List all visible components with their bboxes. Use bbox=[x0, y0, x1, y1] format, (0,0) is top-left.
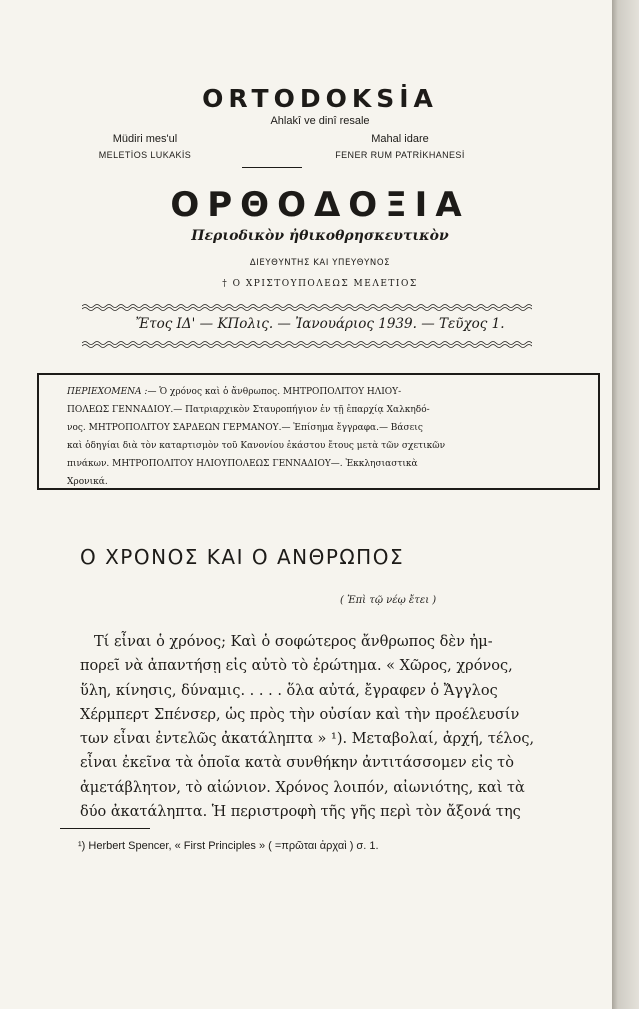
issue-number: Τεῦχος 1. bbox=[439, 316, 505, 332]
footnote: ¹) Herbert Spencer, « First Principles » ( =πρῶται ἀρχαὶ ) σ. 1. bbox=[78, 840, 379, 852]
contents-line: νος. ΜΗΤΡΟΠΟΛΙΤΟΥ ΣΑΡΔΕΩΝ ΓΕΡΜΑΝΟΥ.— Ἐπίσημα ἔγγραφα.— Βάσεις bbox=[67, 423, 423, 433]
body-line: πορεῖ νὰ ἀπαντήσῃ εἰς αὐτὸ τὸ ἐρώτημα. « Χῶρος, χρόνος, bbox=[80, 658, 513, 675]
wavy-rule-bottom bbox=[82, 340, 532, 348]
contents-line: καὶ ὁδηγίαι διὰ τὸν καταρτισμὸν τοῦ Κανονίου ἑκάστου ἔτους μετὰ τῶν σχετικῶν bbox=[67, 441, 446, 451]
article-subtitle: ( Ἐπὶ τῷ νέῳ ἔτει ) bbox=[340, 595, 437, 606]
contents-line: πινάκων. ΜΗΤΡΟΠΟΛΙΤΟΥ ΗΛΙΟΥΠΟΛΕΩΣ ΓΕΝΝΑΔΙΟΥ—. Ἐκκλησιαστικὰ bbox=[67, 459, 418, 469]
table-of-contents bbox=[37, 373, 600, 490]
office-name: FENER RUM PATRİKHANESİ bbox=[335, 150, 465, 160]
masthead-divider bbox=[242, 167, 302, 168]
issue-place: ΚΠολις. bbox=[217, 316, 274, 332]
book-edge bbox=[612, 0, 639, 1009]
contents-line: Χρονικά. bbox=[67, 477, 108, 487]
greek-title: ΟΡΘΟΔΟΞΙΑ bbox=[170, 185, 470, 225]
greek-editor-name: † Ο ΧΡΙΣΤΟΥΠΟΛΕΩΣ ΜΕΛΕΤΙΟΣ bbox=[222, 279, 418, 289]
issue-date: Ἰανουάριος 1939. bbox=[295, 316, 417, 332]
office-label: Mahal idare bbox=[371, 133, 429, 145]
contents-label: ΠΕΡΙΕΧΟΜΕΝΑ :— bbox=[67, 387, 157, 397]
body-line: εἶναι ἐκεῖνα τὰ ὁποῖα κατὰ συνθήκην ἀντιτάσσομεν εἰς τὸ bbox=[80, 755, 514, 772]
editor-block bbox=[70, 131, 220, 163]
greek-subtitle: Περιοδικὸν ἠθικοθρησκευτικὸν bbox=[191, 228, 449, 244]
greek-editor-label: ΔΙΕΥΘΥΝΤΗΣ ΚΑΙ ΥΠΕΥΘΥΝΟΣ bbox=[249, 258, 391, 268]
body-line: ἀμετάβλητον, τὸ αἰώνιον. Χρόνος λοιπόν, αἰωνιότης, καὶ τὰ bbox=[80, 779, 525, 796]
issue-year: Ἔτος ΙΔ' bbox=[135, 316, 196, 332]
issue-line: Ἔτος ΙΔ' — ΚΠολις. — Ἰανουάριος 1939. — Τεῦχος 1. bbox=[135, 316, 505, 332]
latin-title: ORTODOKSİA bbox=[202, 84, 438, 113]
body-line: δύο ἀκατάληπτα. Ἡ περιστροφὴ τῆς γῆς περὶ τὸν ἄξονά της bbox=[80, 804, 521, 821]
editor-name: MELETİOS LUKAKİS bbox=[98, 150, 192, 160]
wavy-rule-top bbox=[82, 303, 532, 311]
body-line: ὕλη, κίνησις, δύναμις. . . . . ὅλα αὐτά, ἔγραφεν ὁ Ἄγγλος bbox=[80, 682, 498, 699]
footnote-rule bbox=[60, 828, 150, 829]
article-body bbox=[80, 630, 605, 824]
editor-label: Müdiri mes'ul bbox=[112, 133, 178, 145]
office-block bbox=[300, 131, 500, 163]
body-line: Τί εἶναι ὁ χρόνος; Καὶ ὁ σοφώτερος ἄνθρωπος δὲν ἠμ- bbox=[94, 634, 493, 650]
body-line: των εἶναι ἐντελῶς ἀκατάληπτα » ¹). Μεταβολαί, ἀρχή, τέλος, bbox=[80, 731, 535, 748]
contents-line: Ὁ χρόνος καὶ ὁ ἄνθρωπος. ΜΗΤΡΟΠΟΛΙΤΟΥ ΗΛΙΟΥ- bbox=[159, 387, 402, 397]
article-title: Ο ΧΡΟΝΟΣ ΚΑΙ Ο ΑΝΘΡΩΠΟΣ bbox=[80, 545, 405, 569]
latin-subtitle: Ahlakî ve dinî resale bbox=[270, 115, 370, 127]
body-line: Χέρμπερτ Σπένσερ, ὡς πρὸς τὴν οὐσίαν καὶ τὴν προέλευσίν bbox=[80, 706, 520, 723]
contents-line: ΠΟΛΕΩΣ ΓΕΝΝΑΔΙΟΥ.— Πατριαρχικὸν Σταυροπήγιον ἐν τῇ ἐπαρχίᾳ Χαλκηδό- bbox=[67, 405, 430, 415]
